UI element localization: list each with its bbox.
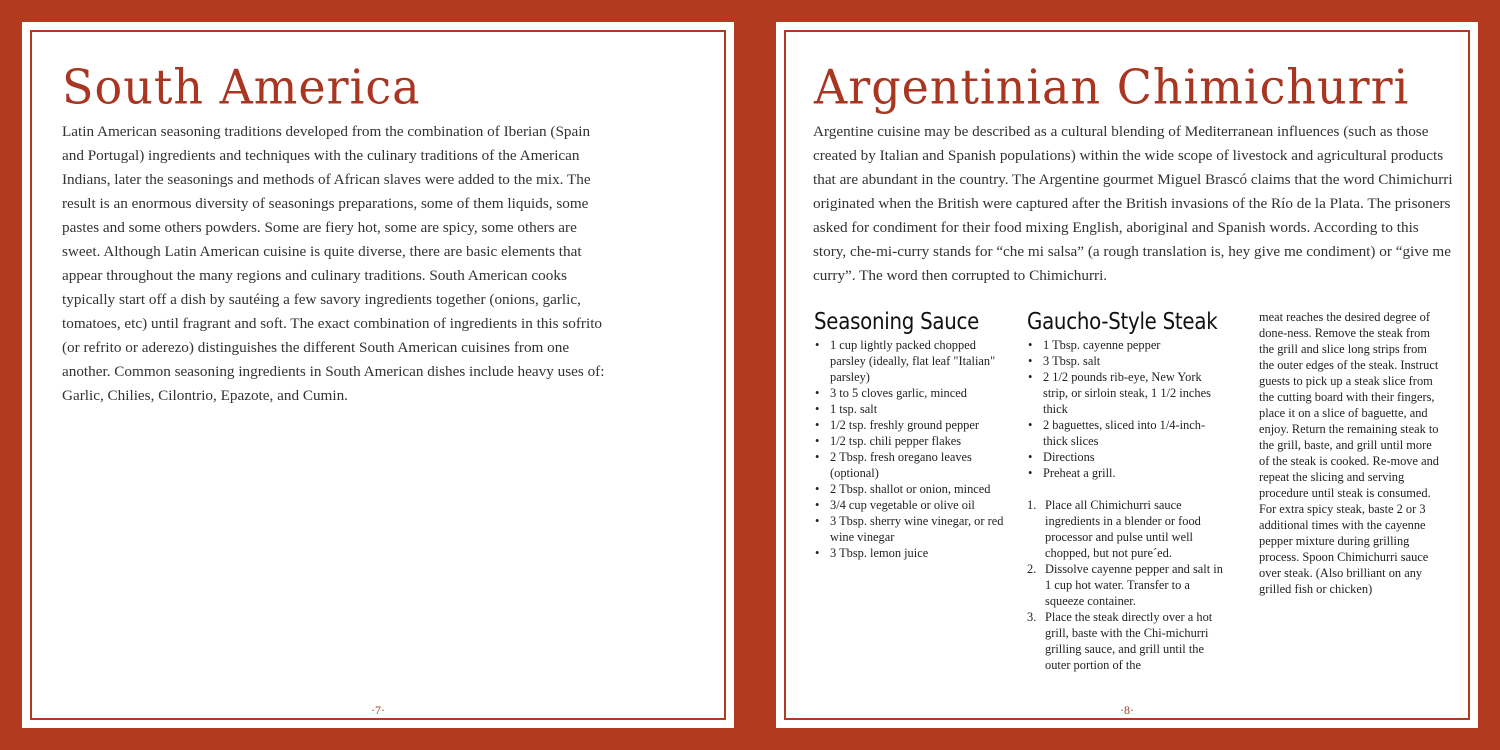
directions-list [1027, 497, 1227, 673]
step-number: 3. [1027, 610, 1037, 624]
page-number: ·8· [1120, 703, 1134, 717]
section-heading: Seasoning Sauce [814, 309, 980, 335]
continuation-column [1259, 309, 1439, 597]
page-title: Argentinian Chimichurri [814, 58, 1410, 116]
list-item: • 3 to 5 cloves garlic, minced [814, 385, 1014, 401]
continuation-text: meat reaches the desired degree of done-ness. Remove the steak from the grill and slice long strips from the outer edges of the steak. Instruct guests to pick up a steak slice from the cutting board with their fingers, place it on a slice of baguette, and enjoy. Return the remaining steak to the grill, baste, and grill until more of the steak is cooked. Re-move and repeat the slicing and serving procedure until steak is consumed. For extra spicy steak, baste 2 or 3 additional times with the cayenne pepper mixture during grilling process. Spoon Chimichurri sauce over steak. (Also brilliant on any grilled fish or chicken) [1259, 310, 1439, 596]
intro-paragraph: Latin American seasoning traditions developed from the combination of Iberian (Spain and Portugal) ingredients and techniques with the culinary traditions of the American Indians, later the seasonings and methods of African slaves were added to the mix. The result is an enormous diversity of seasonings preparations, some of them liquids, some pastes and some others powders. Some are fiery hot, some are spicy, some others are sweet. Although Latin American cuisine is quite diverse, there are basic elements that appear throughout the many regions and culinary traditions. South American cooks typically start off a dish by sautéing a few savory ingredients together (onions, garlic, tomatoes, etc) until fragrant and soft. The exact combination of ingredients in this sofrito (or refrito or aderezo) distinguishes the different South American cuisines from one another. Common seasoning ingredients in South American dishes include heavy uses of: Garlic, Chilies, Cilontrio, Epazote, and Cumin. [62, 123, 605, 404]
list-item: • 2 baguettes, sliced into 1/4-inch-thick slices [1027, 417, 1227, 449]
list-item: • 3/4 cup vegetable or olive oil [814, 497, 1014, 513]
step-item [1027, 609, 1227, 673]
step-text: Place all Chimichurri sauce ingredients in a blender or food processor and pulse until well chopped, but not pure´ed. [1045, 498, 1201, 560]
list-item: • Directions [1027, 449, 1227, 465]
ingredient-list [1027, 337, 1227, 481]
section-heading: Gaucho-Style Steak [1027, 309, 1218, 335]
page-number: ·7· [371, 703, 385, 717]
step-number: 2. [1027, 562, 1037, 576]
list-item: • 3 Tbsp. lemon juice [814, 545, 1014, 561]
step-text: Place the steak directly over a hot grill, baste with the Chi-michurri grilling sauce, and grill until the outer portion of the [1045, 610, 1213, 672]
list-item: • 1/2 tsp. chili pepper flakes [814, 433, 1014, 449]
list-item: • 3 Tbsp. sherry wine vinegar, or red wine vinegar [814, 513, 1014, 545]
seasoning-sauce-column [814, 308, 1014, 561]
right-page [776, 22, 1478, 728]
list-item: • 1 cup lightly packed chopped parsley (ideally, flat leaf "Italian" parsley) [814, 337, 1014, 385]
step-item [1027, 497, 1227, 561]
left-page [22, 22, 734, 728]
ingredient-list [814, 337, 1014, 561]
list-item: • 2 Tbsp. shallot or onion, minced [814, 481, 1014, 497]
list-item: • 2 1/2 pounds rib-eye, New York strip, or sirloin steak, 1 1/2 inches thick [1027, 369, 1227, 417]
list-item: • 1 Tbsp. cayenne pepper [1027, 337, 1227, 353]
page-title: South America [62, 58, 421, 116]
list-item: • 1 tsp. salt [814, 401, 1014, 417]
step-number: 1. [1027, 498, 1037, 512]
list-item: • Preheat a grill. [1027, 465, 1227, 481]
list-item: • 2 Tbsp. fresh oregano leaves (optional) [814, 449, 1014, 481]
step-item [1027, 561, 1227, 609]
gaucho-steak-column [1027, 308, 1227, 673]
list-item: • 3 Tbsp. salt [1027, 353, 1227, 369]
step-text: Dissolve cayenne pepper and salt in 1 cup hot water. Transfer to a squeeze container. [1045, 562, 1223, 608]
intro-paragraph: Argentine cuisine may be described as a cultural blending of Mediterranean influences (such as those created by Italian and Spanish populations) within the wide scope of livestock and agricultural products that are abundant in the country. The Argentine gourmet Miguel Brascó claims that the word Chimichurri originated when the British were captured after the British invasions of the Río de la Plata. The prisoners asked for condiment for their food mixing English, aboriginal and Spanish words. According to this story, che-mi-curry stands for “che mi salsa” (a rough translation is, hey give me condiment) or “give me curry”. The word then corrupted to Chimichurri. [813, 123, 1453, 284]
list-item: • 1/2 tsp. freshly ground pepper [814, 417, 1014, 433]
